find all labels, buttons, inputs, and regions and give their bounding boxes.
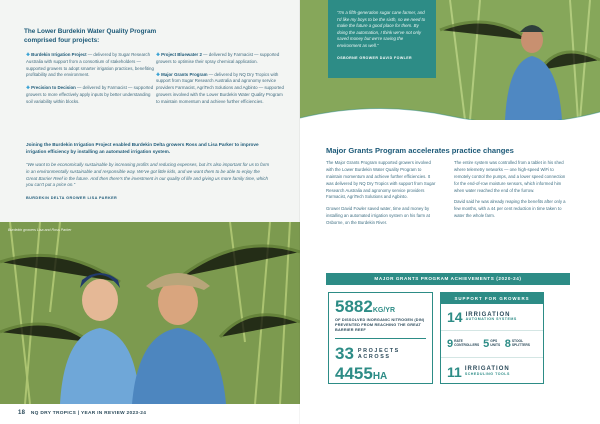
project-name: Major Grants Program <box>161 71 208 77</box>
trio-label: STOOL SPLITTERS <box>511 339 530 347</box>
project-desc: — delivered by Farmacist — supported growers to optimise their spray chemical application. <box>156 52 280 64</box>
achievements-panel <box>328 292 433 384</box>
support-label-sub: AUTOMATION SYSTEMS <box>465 317 517 322</box>
project-name: Precision to Decision <box>31 85 76 91</box>
trio-number: 5 <box>483 338 490 350</box>
support-trio-item <box>447 338 483 350</box>
projects-label: PROJECTS ACROSS <box>357 347 400 361</box>
parker-quote: “We want to be economically sustainable by increasing profits and reducing expenses, but it's also important for us to farm in an environmentally sustainable and responsible way. We've got little kids, and we want them to be able to enjoy the Great Barrier Reef in the future. And then there's the investment in our quality of life and giving us more family time, which you can't put a price on.” <box>26 162 270 188</box>
right-page <box>300 0 600 424</box>
wave-divider <box>300 104 600 120</box>
support-number: 11 <box>447 363 462 380</box>
project-item <box>26 52 154 79</box>
support-title: SUPPORT FOR GROWERS <box>441 293 543 304</box>
fowler-photo <box>300 0 600 120</box>
support-label-sub: SCHEDULING TOOLS <box>464 371 510 376</box>
support-trio-item <box>505 338 537 350</box>
support-number: 14 <box>447 309 463 325</box>
achievements-title-bar: MAJOR GRANTS PROGRAM ACHIEVEMENTS (2020-24) <box>326 273 570 285</box>
paragraph: The entire system was controlled from a tablet in his shed where telemetry networks — one high-speed WiFi to remotely control the pumps, and a lower speed connection for the end-of-row moisture sensors, which informed him when water reached the end of the furrow. <box>454 160 566 193</box>
arrow-bullet-icon: ❖ <box>156 52 162 57</box>
support-row <box>441 358 543 385</box>
photo-caption: Burdekin growers Lisa and Ross Parker <box>8 228 72 232</box>
parker-photo <box>0 222 300 404</box>
project-item <box>156 72 284 106</box>
projects-column-1 <box>26 52 154 112</box>
project-name: Burdekin Irrigation Project <box>31 52 87 57</box>
arrow-bullet-icon: ❖ <box>156 71 162 77</box>
footer-left <box>0 404 300 424</box>
arrow-bullet-icon: ❖ <box>26 52 32 57</box>
din-value: 5882 <box>335 297 373 316</box>
support-row <box>441 304 543 331</box>
projects-column-2 <box>156 52 284 112</box>
fowler-quote: “I'm a fifth-generation sugar cane farmer, and I'd like my boys to be the sixth, so we need to make the future a good place for them. By doing the automation, I think we've not only saved money but we're saving the environment as well.” <box>337 10 426 49</box>
project-name: Project Bluewater 2 <box>161 52 202 57</box>
fowler-quote-box <box>328 0 436 78</box>
divider <box>335 338 426 339</box>
support-panel <box>440 292 544 384</box>
trio-number: 8 <box>504 338 511 350</box>
article-column-2 <box>454 160 566 225</box>
page-number: 18 <box>18 410 26 416</box>
joining-statement: Joining the Burdekin Irrigation Project enabled Burdekin Delta growers Ross and Lisa Parker to improve irrigation efficiency by installing an automated irrigation system. <box>26 142 259 154</box>
trio-number: 9 <box>447 338 454 350</box>
trio-label: GPS UNITS <box>490 339 501 347</box>
support-row-trio <box>441 331 543 358</box>
growers-photo-illustration <box>0 222 300 404</box>
support-label <box>465 366 510 377</box>
hectares-stat <box>335 364 426 384</box>
din-unit: KG/YR <box>372 307 395 314</box>
project-desc: — delivered by Sugar Research Australia with support from a consortium of stakeholders — supported growers to adopt smarter irrigation practices, benefiting profitability and the environment. <box>26 52 154 78</box>
trio-label: RATE CONTROLLERS <box>454 339 480 347</box>
footer-text <box>18 410 146 416</box>
footer-right <box>300 404 600 424</box>
projects-stat <box>335 344 426 364</box>
section-heading: Major Grants Program accelerates practice changes <box>326 146 514 155</box>
support-trio-item <box>483 338 505 350</box>
fowler-attribution: OSBORNE GROWER DAVID FOWLER <box>337 55 413 60</box>
support-label <box>466 312 517 323</box>
hectares-unit: HA <box>372 371 388 383</box>
support-label-main: IRRIGATION <box>465 311 511 318</box>
intro-title: The Lower Burdekin Water Quality Program comprised four projects: <box>24 28 157 44</box>
paragraph: David said he was already reaping the benefits after only a few months, with a 44 per cent reduction in time taken to water the whole farm. <box>454 199 566 219</box>
project-item <box>156 52 284 66</box>
support-trio <box>447 338 537 350</box>
project-desc: — delivered by Farmacist — supported growers to more effectively apply inputs by better understanding soil variability within blocks. <box>26 85 154 104</box>
paragraph: Grower David Fowler saved water, time and money by installing an automated irrigation system on his farm at Osborne, on the Burdekin River. <box>326 206 430 225</box>
din-description: OF DISSOLVED INORGANIC NITROGEN (DIN) PREVENTED FROM REACHING THE GREAT BARRIER REEF <box>335 318 425 333</box>
footer-label: NQ DRY TROPICS | YEAR IN REVIEW 2023-24 <box>30 411 147 416</box>
projects-value: 33 <box>335 344 354 364</box>
support-label-main: IRRIGATION <box>464 366 510 373</box>
hectares-value: 4455 <box>335 364 373 384</box>
din-stat <box>335 297 426 317</box>
arrow-bullet-icon: ❖ <box>26 85 32 91</box>
parker-attribution: BURDEKIN DELTA GROWER LISA PARKER <box>26 196 118 200</box>
paragraph: The Major Grants Program supported growers involved with the Lower Burdekin Water Quality Program to maintain momentum and achieve further efficiencies. It was delivered by NQ Dry Tropics with support from Sugar Research Australia and agronomy service providers Farmacist, AgriTech Solutions and Agbinto. <box>326 160 436 200</box>
article-column-1 <box>326 160 438 232</box>
project-desc: — delivered by NQ Dry Tropics with support from Sugar Research Australia and agronomy service providers Farmacist, AgriTech Solutions and Agbinto — supported growers involved with the Lower Burdekin Water Quality Program to maintain momentum and achieve further efficiencies. <box>156 71 284 104</box>
project-item <box>26 85 154 105</box>
